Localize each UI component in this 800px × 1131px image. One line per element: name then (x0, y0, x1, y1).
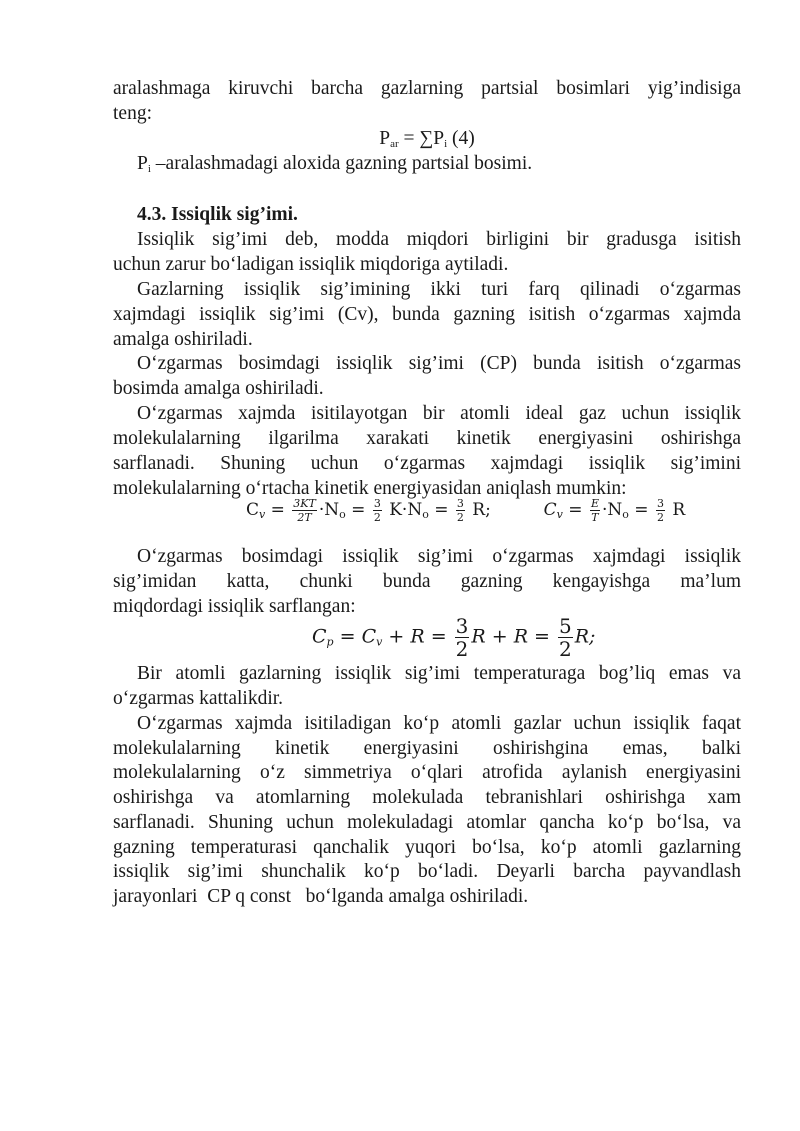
text-line: sig’imidan katta, chunki bunda gazning kengayishga ma’lum (113, 571, 741, 592)
fraction (455, 616, 470, 659)
formula-cp (312, 616, 595, 659)
text-line: teng: (113, 103, 152, 124)
eq4-sub-ar: ar (390, 138, 399, 150)
eq4-sub-i: i (444, 138, 448, 150)
text-line: xajmdagi issiqlik sig’imi (Cv), bunda gazning isitish o‘zgarmas xajmda (113, 304, 741, 325)
cp-sub-v: v (376, 635, 383, 649)
cp-c: C (312, 625, 327, 648)
text-line: bosimda amalga oshiriladi. (113, 378, 324, 399)
cv-n: ·N (318, 500, 340, 520)
text-line: gazning temperaturasi qanchalik yuqori bo‘lsa, ko‘p atomli gazlarning (113, 837, 741, 858)
cp-end: R; (574, 625, 596, 648)
cv-sub-o: o (339, 508, 346, 521)
pi-definition (113, 152, 741, 182)
fraction-denominator: 2 (559, 637, 572, 661)
cv-r: R; (466, 500, 491, 520)
fraction-numerator: 3 (656, 497, 664, 510)
fraction-denominator: 2 (456, 511, 464, 524)
cv-eq: = (265, 500, 291, 520)
fraction-numerator: 3 (373, 497, 381, 510)
text-line: issiqlik sig’imi shunchalik ko‘p bo‘ladi. Deyarli barcha payvandlash (113, 861, 741, 882)
fraction (656, 498, 665, 523)
text-line: o‘zgarmas kattalikdir. (113, 688, 284, 709)
fraction (373, 498, 382, 523)
text-line: molekulalarning o‘rtacha kinetik energiyasidan aniqlash mumkin: (113, 478, 627, 499)
fraction (292, 498, 317, 523)
fraction-numerator: 3KT (293, 497, 316, 510)
cv-sub: v (259, 508, 266, 521)
cv-c: C (246, 500, 260, 520)
text-line: amalga oshiriladi. (113, 329, 253, 350)
text-line: sarflanadi. Shuning uchun o‘zgarmas xajmdagi issiqlik sig’imini (113, 453, 741, 474)
text-line: O‘zgarmas bosimdagi issiqlik sig’imi o‘zgarmas xajmdagi issiqlik (137, 546, 741, 567)
text-line: aralashmaga kiruvchi barcha gazlarning partsial bosimlari yig’indisiga (113, 78, 741, 99)
text-line: O‘zgarmas xajmda isitilayotgan bir atomli ideal gaz uchun issiqlik (137, 403, 741, 424)
text-line: molekulalarning ilgarilma xarakati kinetik energiyasini oshirishga (113, 428, 741, 449)
cv-sub-o: o (422, 508, 429, 521)
cp-mid2: + R = (382, 625, 453, 648)
text-line: molekulalarning kinetik energiyasini oshirishgina emas, balki (113, 738, 741, 759)
text-line: Bir atomli gazlarning issiqlik sig’imi temperaturaga bog’liq emas va (137, 663, 741, 684)
text-line: Issiqlik sig’imi deb, modda miqdori birligini bir gradusga isitish (137, 229, 741, 250)
text-line: sarflanadi. Shuning uchun molekuladagi atomlar qancha ko‘p bo‘lsa, va (113, 812, 741, 833)
fraction-denominator: 2 (373, 511, 381, 524)
fraction-numerator: E (590, 497, 599, 510)
text-line: oshirishga va atomlarning molekulada tebranishlari oshirishga xam (113, 787, 741, 808)
fraction-denominator: 2 (656, 511, 664, 524)
fraction-denominator: 2T (297, 511, 312, 524)
eq4-sum: = ∑P (398, 128, 445, 149)
fraction-denominator: T (591, 511, 599, 524)
fraction-numerator: 3 (456, 497, 464, 510)
text-line: Gazlarning issiqlik sig’imining ikki turi farq qilinadi o‘zgarmas (137, 279, 741, 300)
cv2-r: R (666, 500, 686, 520)
fraction-numerator: 5 (559, 614, 572, 638)
cv2-sub: v (556, 508, 563, 521)
fraction (456, 498, 465, 523)
cv2-n: ·N (601, 500, 623, 520)
eq4-p: P (379, 128, 391, 149)
pi-text: –aralashmadagi aloxida gazning partsial bosimi. (150, 153, 533, 174)
pi-symbol: P (137, 153, 148, 174)
cp-mid3: R + R = (471, 625, 557, 648)
fraction (558, 616, 573, 659)
fraction (590, 498, 600, 523)
pi-sub: i (147, 163, 151, 175)
text-line: O‘zgarmas bosimdagi issiqlik sig’imi (CP) bunda isitish o‘zgarmas (137, 353, 741, 374)
cp-sub: p (326, 635, 334, 649)
cv2-c: C (543, 500, 557, 520)
cv2-sub-o: o (622, 508, 629, 521)
cv-k: K·N (383, 500, 423, 520)
text-line: miqdordagi issiqlik sarflangan: (113, 596, 356, 617)
fraction-numerator: 3 (455, 614, 469, 638)
formula-cv: $C_v$ = $\frac{3KT}{2T}$ $\cdot N_o$ = $\frac{3}{2}$ $K\cdot N_o$ = $\frac{3}{2}$ R; $C_v$ = $\frac{E}{T}$ $\cdot N_o$ = $\frac{3}{2}$ R (246, 497, 686, 524)
text-line: uchun zarur bo‘ladigan issiqlik miqdoriga aytiladi. (113, 254, 509, 275)
text-line: molekulalarning o‘z simmetriya o‘qlari atrofida aylanish energiyasini (113, 762, 741, 783)
cp-mid1: = C (333, 625, 377, 648)
section-heading: 4.3. Issiqlik sig’imi. (137, 204, 298, 225)
text-line: jarayonlari CP q const bo‘lganda amalga oshiriladi. (113, 886, 529, 907)
fraction-denominator: 2 (455, 637, 469, 661)
eq4-number: (4) (447, 128, 475, 149)
text-line: O‘zgarmas xajmda isitiladigan ko‘p atomli gazlar uchun issiqlik faqat (137, 713, 741, 734)
